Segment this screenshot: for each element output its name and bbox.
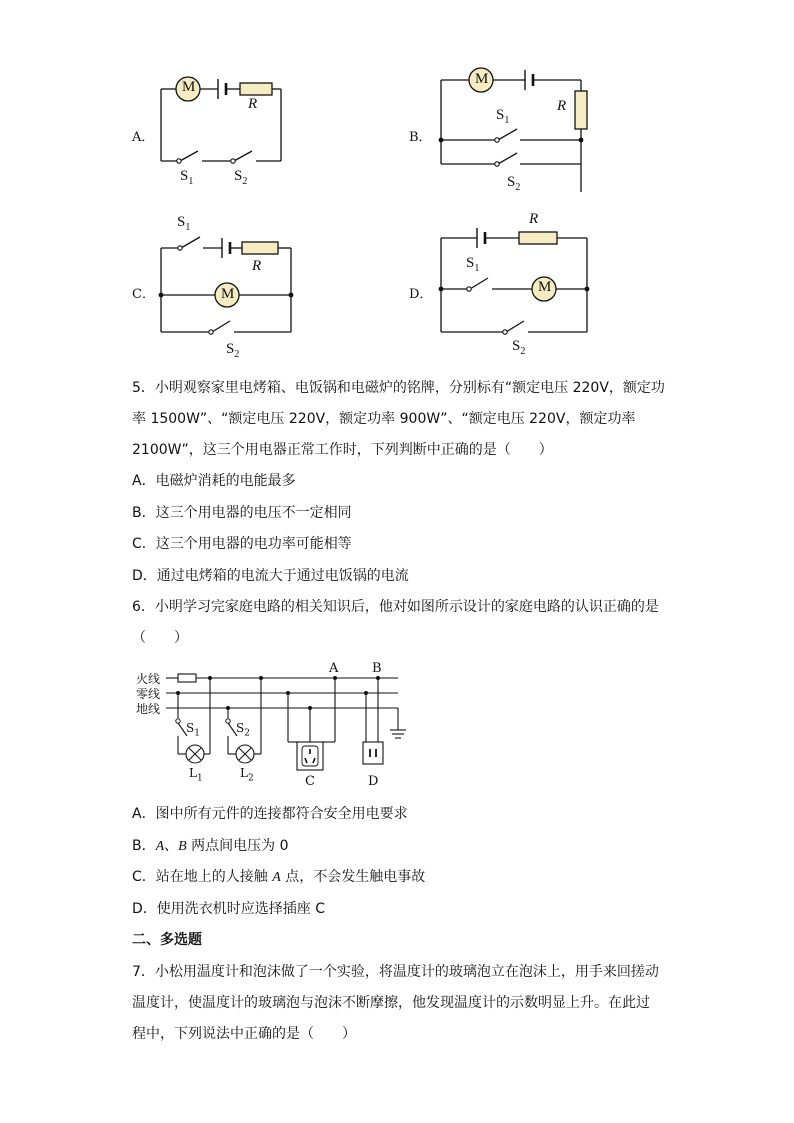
- q6-option-d[interactable]: D．使用洗衣机时应选择插座 C: [132, 901, 326, 917]
- switch-d1-label: $S_1$: [466, 255, 480, 274]
- household-circuit-diagram: [130, 660, 420, 795]
- q6-option-b[interactable]: B．A、B 两点间电压为 0: [132, 838, 289, 854]
- option-c-letter: C．: [132, 287, 155, 302]
- resistor-a-label: R: [248, 96, 258, 112]
- option-b-letter: B．: [409, 130, 432, 145]
- switch-a2-label: $S_2$: [234, 168, 248, 187]
- section-multi-choice-heading: 二、多选题: [132, 932, 202, 948]
- neutral-wire-label: 零线: [136, 687, 161, 701]
- lamp-l1-label: $L_1$: [189, 766, 203, 784]
- live-wire-label: 火线: [136, 672, 161, 686]
- option-d-letter: D．: [409, 287, 433, 302]
- switch-s1-label: $S_1$: [186, 721, 200, 739]
- q7-line-2: 温度计，使温度计的玻璃泡与泡沫不断摩擦，他发现温度计的示数明显上升。在此过: [132, 995, 650, 1011]
- circuit-b-diagram: [430, 62, 600, 192]
- socket-d-icon: [363, 742, 383, 764]
- q5-line-1: 5．小明观察家里电烤箱、电饭锅和电磁炉的铭牌，分别标有“额定电压 220V，额定功: [132, 380, 665, 396]
- ground-wire-label: 地线: [136, 702, 161, 716]
- circuit-a-diagram: [150, 70, 300, 195]
- motor-a-label: M: [182, 79, 196, 95]
- lamp-l2-icon: [236, 745, 254, 763]
- switch-b2-label: $S_2$: [507, 174, 521, 193]
- resistor-b-icon: [575, 91, 587, 129]
- q5-option-c[interactable]: C．这三个用电器的电功率可能相等: [132, 536, 352, 552]
- q7-line-1: 7．小松用温度计和泡沫做了一个实验，将温度计的玻璃泡立在泡沫上，用手来回搓动: [132, 964, 659, 980]
- circuit-d-diagram: [430, 224, 600, 339]
- resistor-d-icon: [519, 232, 557, 244]
- q7-line-3: 程中，下列说法中正确的是（ ）: [132, 1026, 356, 1042]
- switch-s2-label: $S_2$: [236, 721, 250, 739]
- motor-d-label: M: [538, 279, 552, 295]
- motor-c-label: M: [221, 286, 235, 302]
- option-a-letter: A．: [132, 130, 155, 145]
- socket-d-label: D: [368, 774, 379, 789]
- socket-c-label: C: [305, 774, 315, 789]
- switch-a2-pivot: [231, 159, 235, 163]
- q6-line-2: （ ）: [132, 630, 188, 646]
- point-b-label: B: [372, 661, 382, 676]
- lamp-l1-icon: [186, 745, 204, 763]
- switch-a1-label: $S_1$: [180, 168, 194, 187]
- q6-option-a[interactable]: A．图中所有元件的连接都符合安全用电要求: [132, 806, 408, 822]
- q5-option-d[interactable]: D．通过电烤箱的电流大于通过电饭锅的电流: [132, 568, 409, 584]
- resistor-d-label: R: [529, 211, 539, 227]
- resistor-c-label: R: [252, 258, 262, 274]
- resistor-c-icon: [242, 242, 278, 254]
- motor-b-label: M: [475, 71, 489, 87]
- q5-option-a[interactable]: A．电磁炉消耗的电能最多: [132, 473, 296, 489]
- resistor-b-label: R: [557, 98, 567, 114]
- fuse-icon: [178, 674, 196, 682]
- q5-option-b[interactable]: B．这三个用电器的电压不一定相同: [132, 505, 352, 521]
- q5-line-3: 2100W”，这三个用电器正常工作时，下列判断中正确的是（ ）: [132, 442, 553, 458]
- lamp-l2-label: $L_2$: [240, 766, 254, 784]
- resistor-a-icon: [240, 83, 272, 95]
- socket-c-icon: [297, 742, 323, 770]
- switch-b1-label: $S_1$: [496, 107, 510, 126]
- point-a-label: A: [329, 661, 339, 676]
- switch-c1-label: $S_1$: [177, 214, 191, 233]
- switch-c2-label: $S_2$: [226, 341, 240, 360]
- q6-option-c[interactable]: C．站在地上的人接触 A 点，不会发生触电事故: [132, 869, 426, 885]
- switch-d2-label: $S_2$: [512, 338, 526, 357]
- q5-line-2: 率 1500W”、“额定电压 220V，额定功率 900W”、“额定电压 220V，额定功率: [132, 411, 636, 427]
- q6-line-1: 6．小明学习完家庭电路的相关知识后，他对如图所示设计的家庭电路的认识正确的是: [132, 599, 659, 615]
- switch-a1-pivot: [177, 159, 181, 163]
